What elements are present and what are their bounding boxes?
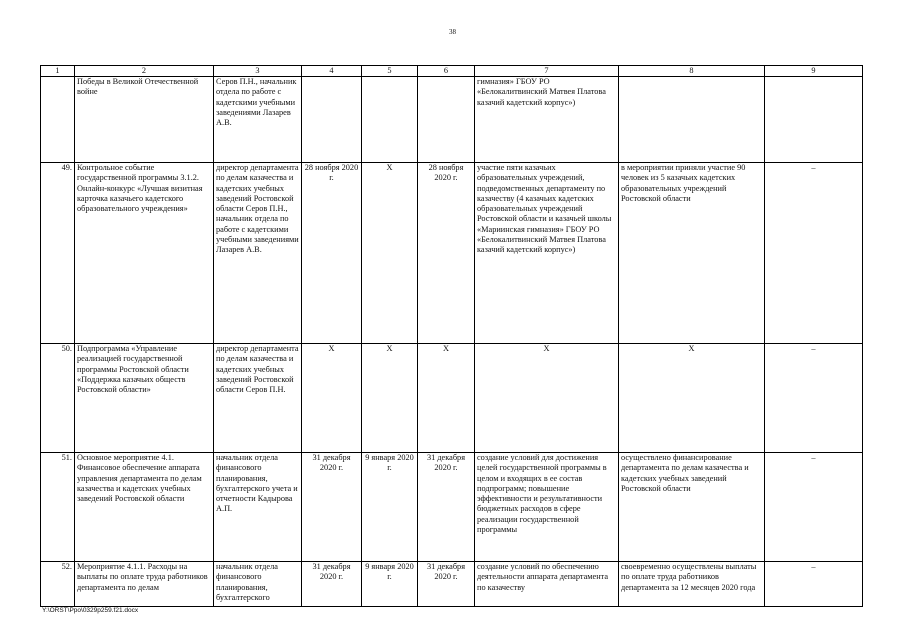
column-header: 6 — [418, 66, 475, 77]
table-row — [41, 453, 863, 562]
note-cell: – — [765, 344, 863, 453]
planned-date-cell: 28 ноября 2020 г. — [302, 163, 362, 344]
end-date-cell: 28 ноября 2020 г. — [418, 163, 475, 344]
column-header: 2 — [75, 66, 214, 77]
row-number: 50. — [41, 344, 75, 453]
column-header: 7 — [475, 66, 619, 77]
actual-result-cell: в мероприятии приняли участие 90 человек из 5 казачьих кадетских образовательных учреждений Ростовской области — [619, 163, 765, 344]
table-row — [41, 562, 863, 607]
column-header: 8 — [619, 66, 765, 77]
note-cell: – — [765, 163, 863, 344]
responsible-cell: директор департамента по делам казачества и кадетских учебных заведений Ростовской области Серов П.Н. — [214, 344, 302, 453]
planned-date-cell: 31 декабря 2020 г. — [302, 562, 362, 607]
row-number: 49. — [41, 163, 75, 344]
note-cell: – — [765, 562, 863, 607]
table-row — [41, 163, 863, 344]
file-path-footer: Y:\ORST\Ppo\0329p259.f21.docx — [42, 607, 139, 614]
column-header: 4 — [302, 66, 362, 77]
start-date-cell: X — [362, 344, 418, 453]
column-header: 3 — [214, 66, 302, 77]
row-number: 51. — [41, 453, 75, 562]
end-date-cell: X — [418, 344, 475, 453]
row-number — [41, 77, 75, 163]
planned-date-cell — [302, 77, 362, 163]
planned-date-cell: 31 декабря 2020 г. — [302, 453, 362, 562]
planned-result-cell: X — [475, 344, 619, 453]
activity-cell: Мероприятие 4.1.1. Расходы на выплаты по оплате труда работников департамента по делам — [75, 562, 214, 607]
end-date-cell: 31 декабря 2020 г. — [418, 562, 475, 607]
column-header: 5 — [362, 66, 418, 77]
table-row — [41, 344, 863, 453]
planned-result-cell: гимназия» ГБОУ РО «Белокалитвинский Матвея Платова казачий кадетский корпус») — [475, 77, 619, 163]
end-date-cell: 31 декабря 2020 г. — [418, 453, 475, 562]
column-header: 1 — [41, 66, 75, 77]
activity-cell: Подпрограмма «Управление реализацией государственной программы Ростовской области «Поддержка казачьих обществ Ростовской области» — [75, 344, 214, 453]
responsible-cell: Серов П.Н., начальник отдела по работе с кадетскими учебными заведениями Лазарев А.В. — [214, 77, 302, 163]
planned-date-cell: X — [302, 344, 362, 453]
activity-cell: Контрольное событие государственной программы 3.1.2. Онлайн-конкурс «Лучшая визитная карточка казачьего кадетского образовательного учреждения» — [75, 163, 214, 344]
start-date-cell: 9 января 2020 г. — [362, 453, 418, 562]
end-date-cell — [418, 77, 475, 163]
actual-result-cell: X — [619, 344, 765, 453]
activity-cell: Основное мероприятие 4.1. Финансовое обеспечение аппарата управления департамента по делам казачества и кадетских учебных заведений Ростовской области — [75, 453, 214, 562]
note-cell: – — [765, 453, 863, 562]
page-number: 38 — [449, 28, 456, 36]
start-date-cell: 9 января 2020 г. — [362, 562, 418, 607]
note-cell — [765, 77, 863, 163]
actual-result-cell: своевременно осуществлены выплаты по оплате труда работников департамента за 12 месяцев 2020 года — [619, 562, 765, 607]
plan-table — [40, 65, 863, 607]
row-number: 52. — [41, 562, 75, 607]
activity-cell: Победы в Великой Отечественной войне — [75, 77, 214, 163]
column-header-row — [41, 66, 863, 77]
actual-result-cell: осуществлено финансирование департамента по делам казачества и кадетских учебных заведений Ростовской области — [619, 453, 765, 562]
actual-result-cell — [619, 77, 765, 163]
start-date-cell — [362, 77, 418, 163]
responsible-cell: начальник отдела финансового планирования, бухгалтерского — [214, 562, 302, 607]
planned-result-cell: создание условий для достижения целей государственной программы в целом и входящих в ее состав подпрограмм; повышение эффективности и результативности бюджетных расходов в сфере реализации государственной программы — [475, 453, 619, 562]
column-header: 9 — [765, 66, 863, 77]
responsible-cell: директор департамента по делам казачества и кадетских учебных заведений Ростовской области Серов П.Н., начальник отдела по работе с кадетскими учебными заведениями Лазарев А.В. — [214, 163, 302, 344]
start-date-cell: X — [362, 163, 418, 344]
planned-result-cell: создание условий по обеспечению деятельности аппарата департамента по казачеству — [475, 562, 619, 607]
table-row — [41, 77, 863, 163]
responsible-cell: начальник отдела финансового планирования, бухгалтерского учета и отчетности Кадырова А.П. — [214, 453, 302, 562]
planned-result-cell: участие пяти казачьих образовательных учреждений, подведомственных департаменту по казачеству (4 казачьих кадетских образовательных учреждений Ростовской области и казачьей школы «Мариинская гимназия» ГБОУ РО «Белокалитвинский Матвея Платова казачий кадетский корпус») — [475, 163, 619, 344]
